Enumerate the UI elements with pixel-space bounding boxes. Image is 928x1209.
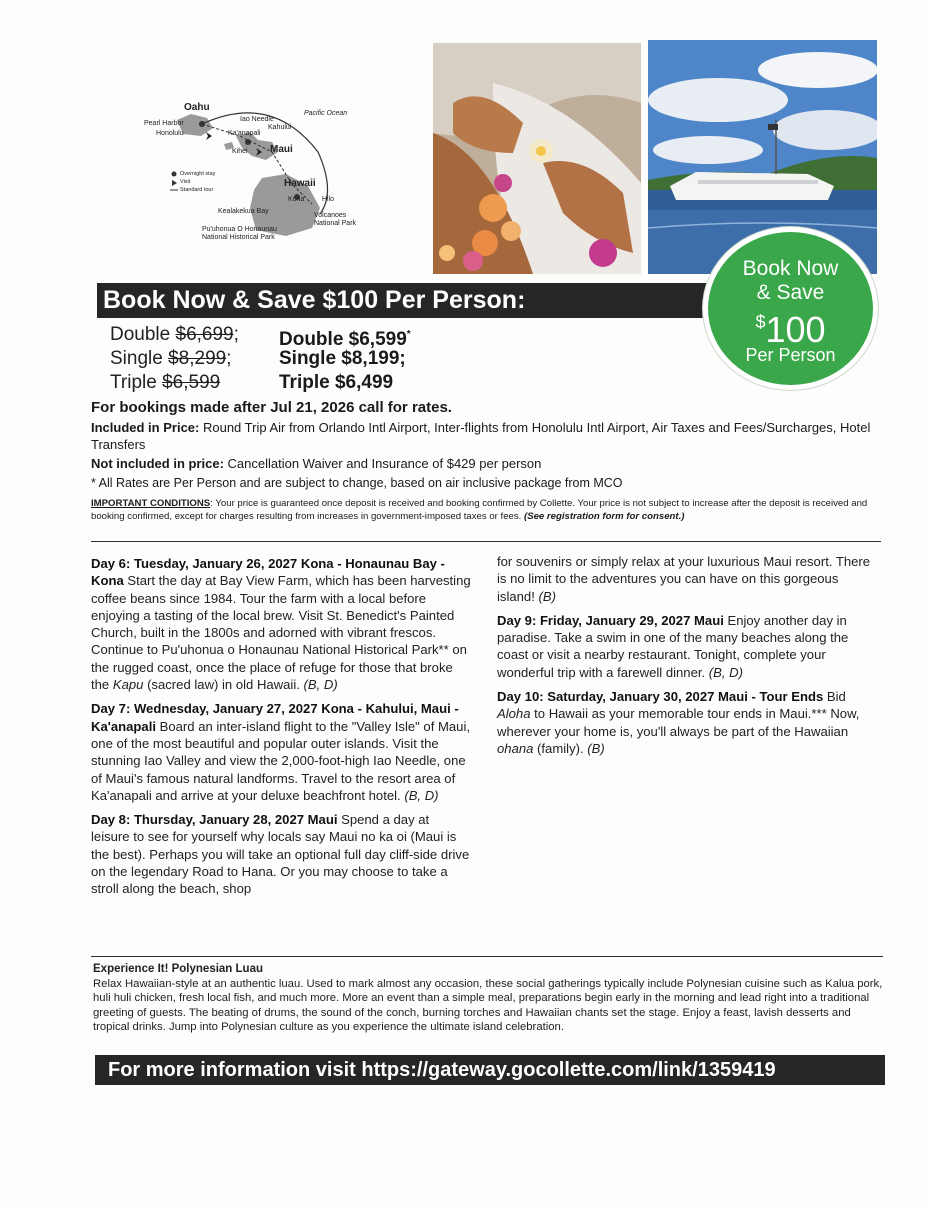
luau-title: Experience It! Polynesian Luau bbox=[93, 963, 263, 975]
itinerary-day8-part2: for souvenirs or simply relax at your luxurious Maui resort. There is no limit to the adventures you can have on this gorgeous island! (B) bbox=[497, 554, 871, 604]
map-label-kahului: Kahului bbox=[268, 124, 292, 131]
old-price-value: $6,599 bbox=[162, 372, 221, 393]
itinerary-column-right bbox=[497, 553, 872, 764]
new-price-triple: Triple $6,499 bbox=[279, 372, 394, 393]
itinerary-column-left bbox=[91, 555, 471, 905]
map-label-volcanoes: Volcanoes National Park bbox=[314, 212, 357, 227]
book-now-banner: Book Now & Save $100 Per Person: bbox=[97, 283, 709, 318]
divider bbox=[91, 541, 881, 542]
badge-line2: & Save bbox=[756, 281, 825, 304]
map-label-hawaii: Hawaii bbox=[284, 178, 316, 189]
map-legend-overnight: Overnight stay bbox=[180, 171, 216, 177]
more-info-link[interactable]: For more information visit https://gateway.gocollette.com/link/1359419 bbox=[95, 1055, 885, 1085]
map-label-hilo: Hilo bbox=[322, 196, 335, 203]
old-price-double: Double $6,699; bbox=[110, 324, 239, 345]
divider bbox=[91, 956, 883, 957]
old-price-value: $6,699 bbox=[175, 324, 234, 345]
lei-photo-illustration bbox=[433, 43, 641, 274]
badge-line4: Per Person bbox=[745, 345, 836, 365]
badge-amount-value: 100 bbox=[765, 309, 826, 350]
map-legend-visit: Visit bbox=[180, 179, 191, 185]
map-label-maui: Maui bbox=[270, 144, 293, 155]
map-label-puuhonua: Pu'uhonua O Honaunau National Historical Park bbox=[202, 226, 277, 241]
itinerary-day10: Day 10: Saturday, January 30, 2027 Maui - Tour Ends Bid Aloha to Hawaii as your memorable tour ends in Maui.*** Now, wherever your home is, you'll always be part of the Hawaiian ohana (family). (B) bbox=[497, 689, 860, 756]
map-label-oahu: Oahu bbox=[184, 102, 210, 113]
not-included-in-price: Not included in price: Cancellation Waiver and Insurance of $429 per person bbox=[91, 456, 542, 471]
plane-icon bbox=[206, 132, 212, 140]
map-label-pacific-ocean: Pacific Ocean bbox=[304, 110, 348, 117]
itinerary-day6: Day 6: Tuesday, January 26, 2027 Kona - Honaunau Bay - Kona Start the day at Bay View Farm, which has been harvesting coffee beans since 1984. Tour the farm with a local before enjoying a tasting of the local brew. Visit St. Benedict's Painted Church, built in the 1800s and adorned with vibrant frescos. Continue to Pu'uhonua o Honaunau National Historical Park** on the rugged coast, once the place of refuge for those that broke the Kapu (sacred law) in old Hawaii. (B, D) bbox=[91, 556, 471, 693]
badge-amount bbox=[708, 302, 873, 350]
important-conditions: IMPORTANT CONDITIONS: Your price is guaranteed once deposit is received and booking confirmed by Collette. Your price is not subject to increase after the deposit is received and booking confirmed, except for charges resulting from increases in government-imposed taxes or fees. (See registration form for consent.) bbox=[91, 498, 868, 522]
map-label-kealakekua-bay: Kealakekua Bay bbox=[218, 208, 269, 215]
map-label-kihei: Kihei bbox=[232, 148, 248, 155]
rates-note: * All Rates are Per Person and are subject to change, based on air inclusive package from MCO bbox=[91, 476, 623, 490]
map-label-iao-needle: Iao Needle bbox=[240, 116, 274, 123]
old-price-triple: Triple $6,599 bbox=[110, 372, 221, 393]
map-legend-standard: Standard tour bbox=[180, 187, 214, 193]
tour-route-map bbox=[132, 92, 372, 252]
photo-lei-making bbox=[433, 43, 641, 274]
after-date-note: For bookings made after Jul 21, 2026 call for rates. bbox=[91, 399, 452, 416]
itinerary-day8-part1: Day 8: Thursday, January 28, 2027 Maui Spend a day at leisure to see for yourself why locals say Maui no ka oi (Maui is the best). Perhaps you will take an optional full day cliff-side drive on the legendary Road to Hana. Or you may choose to take a stroll along the beach, shop bbox=[91, 812, 470, 897]
included-in-price: Included in Price: Round Trip Air from Orlando Intl Airport, Inter-flights from Honolulu Intl Airport, Air Taxes and Fees/Surcharges, Hotel Transfers bbox=[91, 420, 871, 452]
map-label-honolulu: Honolulu bbox=[156, 130, 184, 137]
new-price-single: Single $8,199; bbox=[279, 348, 406, 369]
new-price-double: Double $6,599* bbox=[279, 329, 411, 350]
luau-section bbox=[93, 962, 883, 1035]
itinerary-day7: Day 7: Wednesday, January 27, 2027 Kona - Kahului, Maui - Ka'anapali Board an inter-island flight to the "Valley Isle" of Maui, one of the most beautiful and popular outer islands. Visit the stunning Iao Valley and view the 2,000-foot-high Iao Needle, one of Maui's famous natural landforms. Travel to the resort area of Ka'anapali and arrive at your deluxe beachfront hotel. (B, D) bbox=[91, 701, 470, 803]
map-label-kona: Kona bbox=[288, 196, 305, 203]
map-label-kaanapali: Ka'anapali bbox=[228, 130, 261, 137]
save-badge bbox=[703, 227, 878, 390]
map-label-pearl-harbor: Pearl Harbor bbox=[144, 120, 184, 127]
old-price-single: Single $8,299; bbox=[110, 348, 232, 369]
badge-currency: $ bbox=[755, 312, 766, 332]
legend-plane-icon bbox=[172, 180, 177, 186]
luau-text: Relax Hawaiian-style at an authentic luau. Used to mark almost any occasion, these social gatherings typically include Polynesian cuisine such as Kalua pork, huli huli chicken, fresh local fish, and much more. More an event than a simple meal, preparations begin early in the morning and lead right into a traditional greeting of guests. The beating of drums, the sound of the conch, burning torches and Hawaiian chants set the stage. Enjoy a feast, lavish desserts and tropical drinks. Jump into Polynesian culture as you experience the ultimate island celebration. bbox=[93, 977, 883, 1033]
badge-line1: Book Now bbox=[742, 257, 839, 280]
itinerary-day9: Day 9: Friday, January 29, 2027 Maui Enjoy another day in paradise. Take a swim in one of the many beaches along the coast or visit a nearby restaurant. Tonight, complete your wonderful trip with a farewell dinner. (B, D) bbox=[497, 612, 849, 680]
old-price-value: $8,299 bbox=[168, 348, 227, 369]
